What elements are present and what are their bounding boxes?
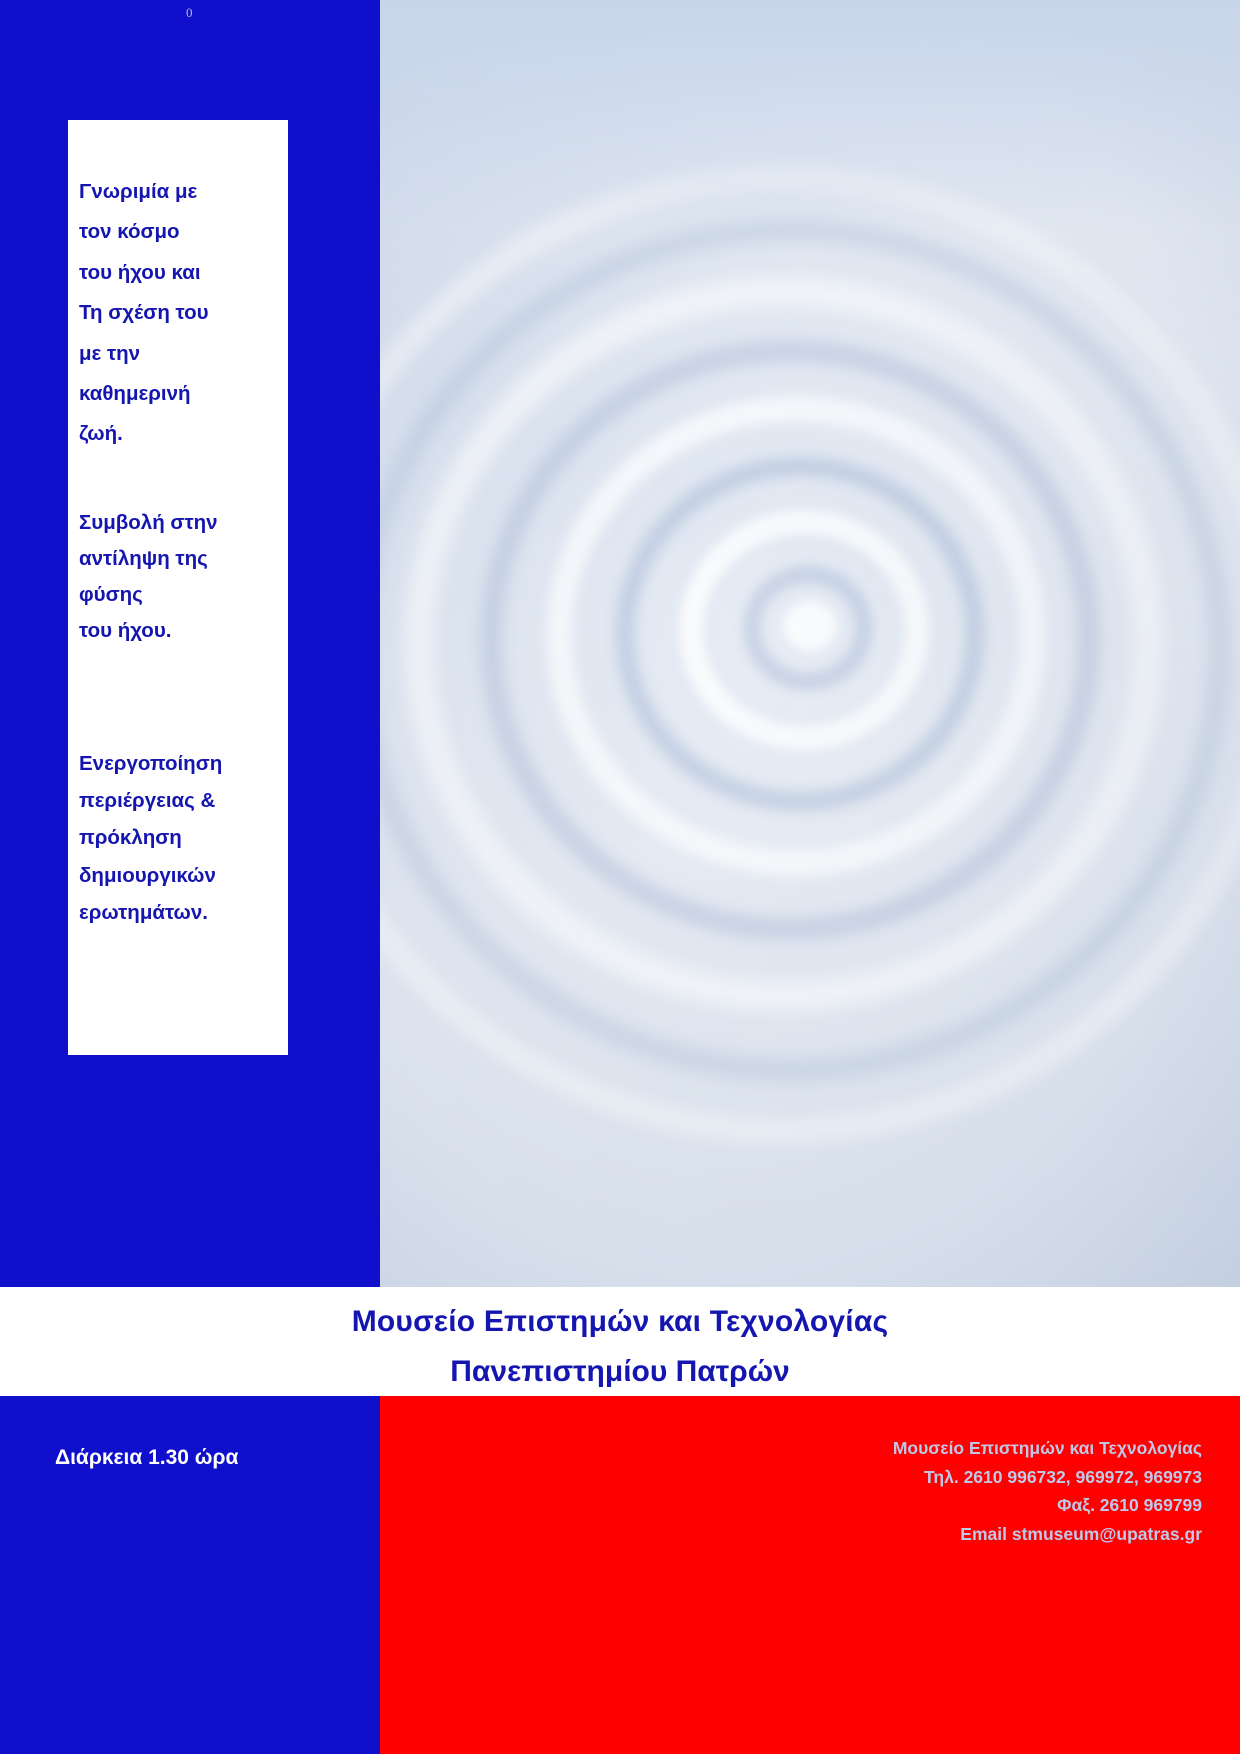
sidebar-line: ζωή. [79, 422, 123, 446]
sidebar-line: δημιουργικών [79, 863, 216, 887]
water-ripple-image [380, 0, 1240, 1287]
duration-text: Διάρκεια 1.30 ώρα [55, 1446, 239, 1469]
stray-character: 0 [186, 5, 193, 20]
sidebar-line: καθημερινή [79, 381, 191, 405]
sidebar-line: τον κόσμο [79, 220, 180, 244]
contact-line-email: Email stmuseum@upatras.gr [960, 1524, 1202, 1545]
sidebar-line: Γνωριμία με [79, 180, 198, 203]
contact-line-organization: Μουσείο Επιστημών και Τεχνολογίας [892, 1438, 1202, 1458]
sidebar-line: περιέργειας & [79, 789, 216, 813]
sidebar-line: ερωτημάτων. [79, 900, 208, 924]
sidebar-paragraph-3 [79, 745, 274, 931]
sidebar-line: αντίληψη της [79, 546, 208, 570]
contact-line-fax: Φαξ. 2610 969799 [1057, 1495, 1202, 1516]
sidebar-text-box [68, 120, 288, 1055]
contact-block [893, 1434, 1202, 1549]
sidebar-line: πρόκληση [79, 826, 182, 850]
sidebar-paragraph-1 [79, 172, 274, 455]
sidebar-line: Τη σχέση του [79, 301, 209, 325]
sidebar-line: φύσης [79, 583, 143, 607]
sidebar-paragraph-2 [79, 505, 274, 650]
sidebar-line: με την [79, 341, 141, 365]
organization-name-line1: Μουσείο Επιστημών και Τεχνολογίας [351, 1305, 889, 1338]
sidebar-line: Ενεργοποίηση [79, 751, 223, 775]
sidebar-line: του ήχου. [79, 619, 172, 643]
organization-name-line2: Πανεπιστημίου Πατρών [450, 1355, 790, 1388]
sidebar-line: του ήχου και [79, 260, 201, 284]
footer [0, 1396, 1240, 1754]
contact-line-phone: Τηλ. 2610 996732, 969972, 969973 [924, 1466, 1202, 1487]
image-top-fade [380, 0, 1240, 230]
sidebar-line: Συμβολή στην [79, 510, 218, 534]
